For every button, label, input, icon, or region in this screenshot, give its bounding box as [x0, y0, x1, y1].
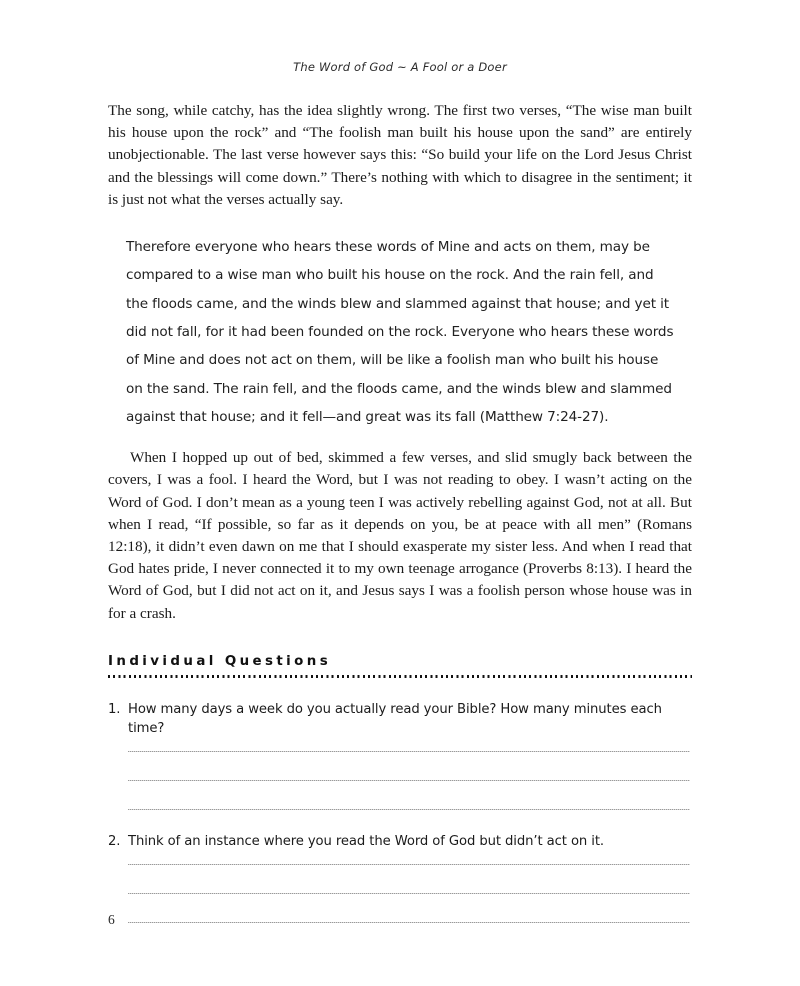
answer-line[interactable] [128, 809, 690, 810]
question-item-2 [108, 832, 692, 923]
question-row [108, 700, 692, 738]
answer-line[interactable] [128, 864, 690, 865]
dotted-divider [108, 675, 692, 678]
section-header [108, 653, 692, 678]
scripture-text: Therefore everyone who hears these words of Mine and acts on them, may be compared to a wise man who built his house on the rock. And the rain fell, and the floods came, and the winds blew and slammed against that house; and yet it did not fall, for it had been founded on the rock. Everyone who hears these words of Mine and does not act on them, will be like a foolish man who built his house on the sand. The rain fell, and the floods came, and the winds blew and slammed against that house; and it fell—and great was its fall (Matthew 7:24-27). [126, 239, 674, 425]
running-head: The Word of God ~ A Fool or a Doer [293, 60, 507, 74]
paragraph-intro: The song, while catchy, has the idea slightly wrong. The first two verses, “The wise man built his house upon the rock” and “The foolish man built his house upon the sand” are entirely unobjectionable. The last verse however says this: “So build your life on the Lord Jesus Christ and the blessings will come down.” There’s nothing with which to disagree in the sentiment; it is just not what the verses actually say. [108, 102, 692, 208]
answer-lines-1[interactable] [108, 751, 692, 810]
scripture-blockquote [108, 233, 674, 431]
answer-line[interactable] [128, 780, 690, 781]
answer-lines-2[interactable] [108, 864, 692, 923]
content-column [108, 100, 692, 923]
question-number: 2. [108, 833, 121, 849]
answer-line[interactable] [128, 751, 690, 752]
spacer [108, 431, 692, 447]
question-text: Think of an instance where you read the Word of God but didn’t act on it. [128, 833, 604, 849]
answer-line[interactable] [128, 893, 690, 894]
page-number: 6 [108, 912, 115, 927]
question-item-1 [108, 700, 692, 810]
section-heading-label: Individual Questions [108, 653, 332, 669]
paragraph-reflection: When I hopped up out of bed, skimmed a few verses, and slid smugly back between the covers, I was a fool. I heard the Word, but I was not reading to obey. I wasn’t acting on the Word of God. I don’t mean as a young teen I was actively rebelling against God, not at all. But when I read, “If possible, so far as it depends on you, be at peace with all men” (Romans 12:18), it didn’t even dawn on me that I should exasperate my sister less. And when I read that God hates pride, I never connected it to my own teenage arrogance (Proverbs 8:13). I heard the Word of God, but I did not act on it, and Jesus says I was a foolish person whose house was in for a crash. [108, 449, 692, 622]
question-row [108, 832, 692, 851]
question-number: 1. [108, 701, 121, 717]
question-text: How many days a week do you actually read your Bible? How many minutes each time? [128, 701, 662, 736]
answer-line[interactable] [128, 922, 690, 923]
